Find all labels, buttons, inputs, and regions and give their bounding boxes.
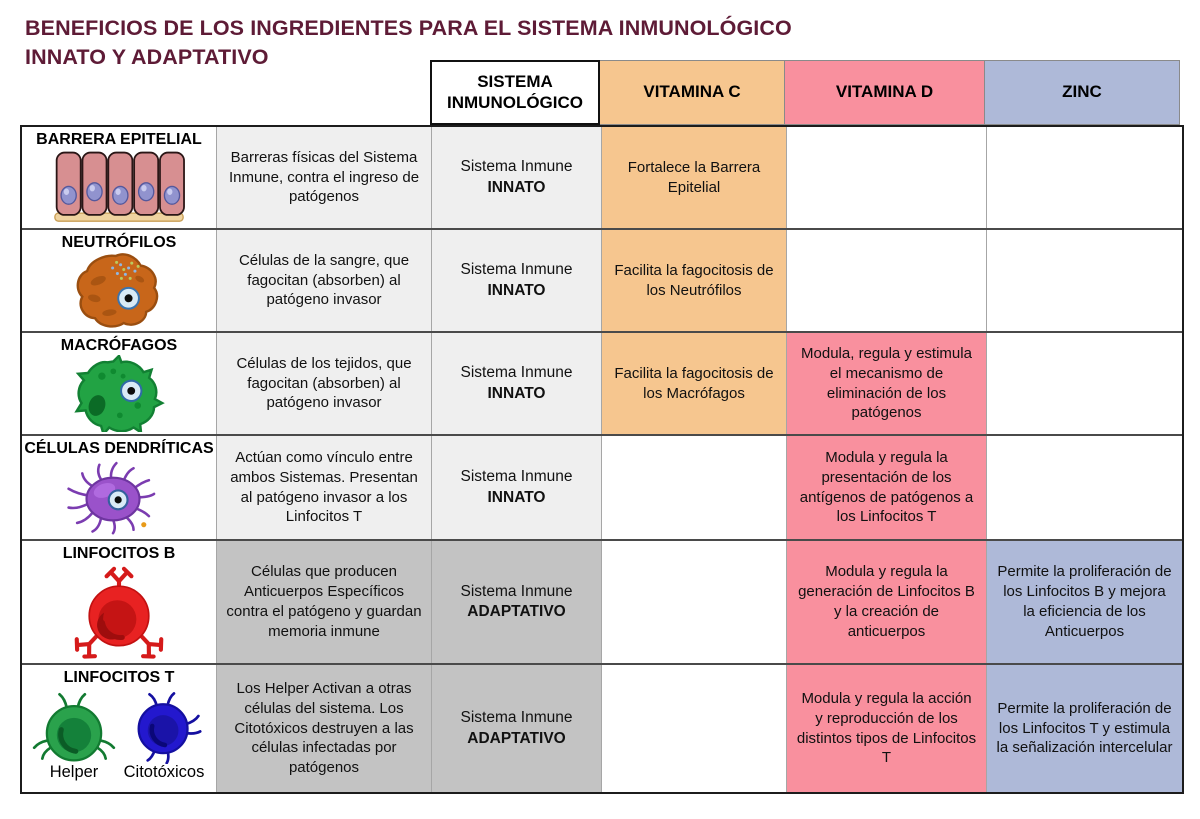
- description-cell: Los Helper Activan a otras células del sistema. Los Citotóxicos destruyen a las células infectadas por patógenos: [217, 665, 432, 792]
- description-cell: Células de la sangre, que fagocitan (absorben) al patógeno invasor: [217, 230, 432, 331]
- helper-cell-group: [30, 688, 118, 781]
- vitamin-d-cell: Modula, regula y estimula el mecanismo de eliminación de los patógenos: [787, 333, 987, 434]
- epithelial-barrier-icon: [43, 149, 195, 226]
- vitamin-c-cell: Fortalece la Barrera Epitelial: [602, 127, 787, 228]
- system-cell: [432, 230, 602, 331]
- system-cell: [432, 665, 602, 792]
- header-sistema-inmunologico: SISTEMA INMUNOLÓGICO: [430, 60, 600, 125]
- system-line2: ADAPTATIVO: [467, 603, 566, 620]
- vitamin-d-cell: Modula y regula la presentación de los antígenos de patógenos a los Linfocitos T: [787, 436, 987, 539]
- system-line2: ADAPTATIVO: [467, 729, 566, 747]
- icon-cell: [22, 541, 217, 663]
- macrophage-icon: [63, 355, 175, 432]
- system-cell: [432, 333, 602, 434]
- benefits-table: [20, 125, 1184, 794]
- zinc-cell: [987, 333, 1182, 434]
- system-line1: Sistema Inmune: [460, 158, 573, 176]
- page-title-line1: BENEFICIOS DE LOS INGREDIENTES PARA EL SISTEMA INMUNOLÓGICO: [25, 16, 792, 40]
- header-vitamina-d: VITAMINA D: [785, 60, 985, 125]
- zinc-cell: [987, 230, 1182, 331]
- table-row-barrera-epitelial: [22, 127, 1182, 230]
- row-label: CÉLULAS DENDRÍTICAS: [24, 440, 214, 457]
- page-title-line2: INNATO Y ADAPTATIVO: [25, 44, 269, 69]
- table-row-macrofagos: [22, 333, 1182, 436]
- helper-label: Helper: [49, 763, 99, 782]
- citotoxic-t-cell-icon: [120, 688, 208, 764]
- icon-cell: [22, 333, 217, 434]
- citotoxicos-label: Citotóxicos: [123, 763, 205, 782]
- system-line2: INNATO: [487, 178, 546, 196]
- vitamin-c-cell: Facilita la fagocitosis de los Macrófagos: [602, 333, 787, 434]
- neutrophil-icon: [67, 252, 171, 329]
- description-cell: Barreras físicas del Sistema Inmune, contra el ingreso de patógenos: [217, 127, 432, 228]
- vitamin-c-cell: Facilita la fagocitosis de los Neutrófilos: [602, 230, 787, 331]
- description-cell: Células que producen Anticuerpos Específicos contra el patógeno y guardan memoria inmune: [217, 541, 432, 663]
- row-label: NEUTRÓFILOS: [61, 234, 177, 251]
- row-label: BARRERA EPITELIAL: [36, 131, 202, 148]
- system-cell: [432, 541, 602, 663]
- zinc-cell: Permite la proliferación de los Linfocitos B y mejora la eficiencia de los Anticuerpos: [987, 541, 1182, 663]
- system-line1: Sistema Inmune: [460, 364, 573, 382]
- row-label: LINFOCITOS B: [62, 545, 176, 562]
- zinc-cell: [987, 127, 1182, 228]
- table-header: [430, 60, 1180, 125]
- system-line2: INNATO: [487, 384, 546, 402]
- vitamin-d-cell: Modula y regula la acción y reproducción de los distintos tipos de Linfocitos T: [787, 665, 987, 792]
- system-line2: INNATO: [487, 488, 546, 506]
- table-row-celulas-dendriticas: [22, 436, 1182, 541]
- system-line1: Sistema Inmune: [460, 582, 573, 600]
- vitamin-c-cell: [602, 436, 787, 539]
- table-row-neutrofilos: [22, 230, 1182, 333]
- vitamin-d-cell: Modula y regula la generación de Linfocitos B y la creación de anticuerpos: [787, 541, 987, 663]
- t-lymphocytes-icon: [30, 688, 208, 781]
- table-row-linfocitos-t: [22, 665, 1182, 792]
- row-label: LINFOCITOS T: [63, 669, 175, 686]
- zinc-cell: Permite la proliferación de los Linfocitos T y estimula la señalización intercelular: [987, 665, 1182, 792]
- vitamin-d-cell: [787, 127, 987, 228]
- description-cell: Células de los tejidos, que fagocitan (absorben) al patógeno invasor: [217, 333, 432, 434]
- zinc-cell: [987, 436, 1182, 539]
- description-cell: Actúan como vínculo entre ambos Sistemas. Presentan al patógeno invasor a los Linfocitos T: [217, 436, 432, 539]
- citotoxic-cell-group: [120, 688, 208, 781]
- header-vitamina-c: VITAMINA C: [600, 60, 785, 125]
- vitamin-d-cell: [787, 230, 987, 331]
- system-line2: INNATO: [487, 281, 546, 299]
- system-line1: Sistema Inmune: [460, 468, 573, 486]
- dendritic-cell-icon: [60, 458, 178, 537]
- system-cell: [432, 127, 602, 228]
- row-label: MACRÓFAGOS: [60, 337, 178, 354]
- system-cell: [432, 436, 602, 539]
- system-line1: Sistema Inmune: [460, 709, 573, 727]
- b-lymphocyte-icon: [59, 563, 179, 661]
- icon-cell: [22, 436, 217, 539]
- icon-cell: [22, 230, 217, 331]
- header-zinc: ZINC: [985, 60, 1180, 125]
- helper-t-cell-icon: [30, 688, 118, 764]
- vitamin-c-cell: [602, 541, 787, 663]
- icon-cell: [22, 665, 217, 792]
- vitamin-c-cell: [602, 665, 787, 792]
- icon-cell: [22, 127, 217, 228]
- table-row-linfocitos-b: [22, 541, 1182, 665]
- system-line1: Sistema Inmune: [460, 261, 573, 279]
